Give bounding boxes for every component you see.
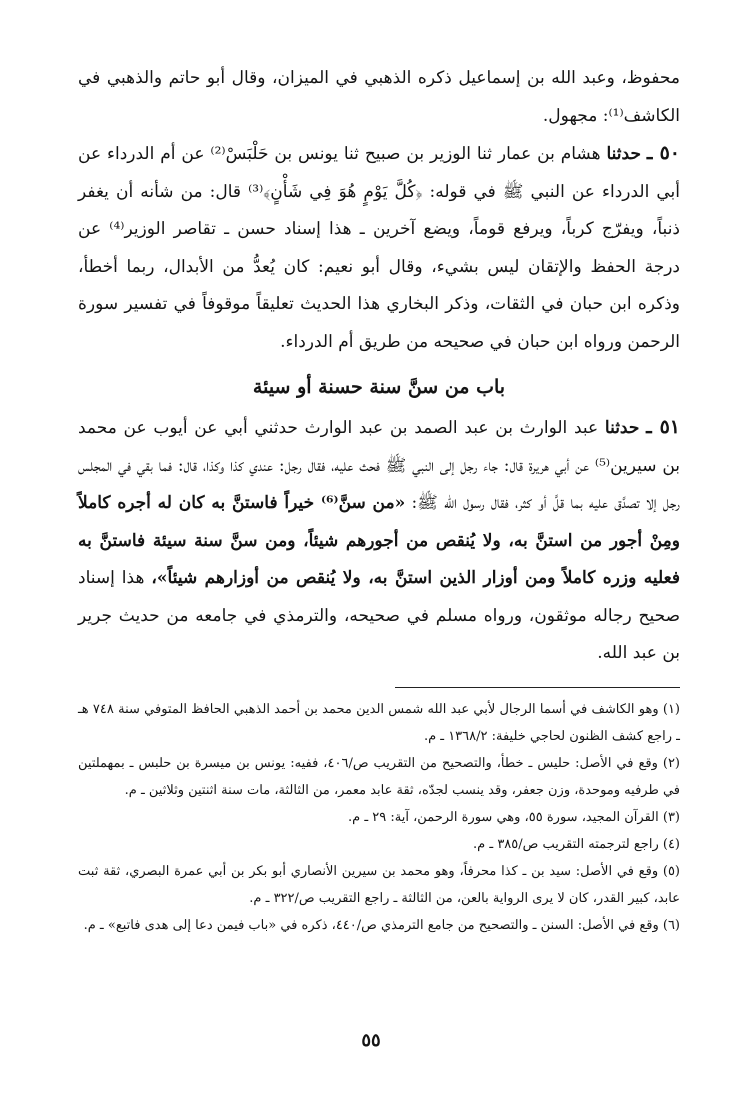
footnotes (78, 696, 680, 939)
footnote-3: (٣) القرآن المجيد، سورة ٥٥، وهي سورة الرحمن، آية: ٢٩ ـ م. (348, 809, 680, 825)
hadith-grading: هذا إسناد صحيح رجاله موثقون، ورواه مسلم في صحيحه، والترمذي في جامعه من حديث جرير بن عبد الله. (78, 568, 680, 663)
haddathana-label: حدثنا (604, 418, 640, 438)
hadith-number: ٥١ ـ (646, 416, 681, 438)
hadith-50 (78, 135, 680, 361)
footnote-6: (٦) وقع في الأصل: السنن ـ والتصحيح من جامع الترمذي ص/٤٤٠، ذكره في «باب فيمن دعا إلى هدى فاتبع» ـ م. (83, 917, 680, 933)
paragraph-continuation: محفوظ، وعبد الله بن إسماعيل ذكره الذهبي في الميزان، وقال أبو حاتم والذهبي في الكاشف⁽¹⁾: مجهول. (78, 68, 680, 126)
hadith-number: ٥٠ ـ (646, 142, 681, 164)
chapter-heading: باب من سنَّ سنة حسنة أو سيئة (252, 376, 506, 398)
footnote-4: (٤) راجع لترجمته التقريب ص/٣٨٥ ـ م. (473, 836, 680, 852)
main-text (78, 60, 680, 673)
hadith-text: عبد الوارث بن عبد الصمد بن عبد الوارث حدثني أبي عن أيوب عن محمد بن سيرين⁽⁵⁾ عن أبي هريرة قال: جاء رجل إلى النبي ﷺ فحث عليه، فقال رجل: عندي كذا وكذا، قال: فما بقي في المجلس رجل إلا تصدَّق عليه بما قلَّ أو كثر، فقال رسول الله ﷺ: (78, 418, 680, 513)
footnote-divider (395, 687, 680, 688)
page-number: ٥٥ (361, 1030, 381, 1051)
haddathana-label: حدثنا (606, 144, 641, 164)
hadith-text: هشام بن عمار ثنا الوزير بن صبيح ثنا يونس بن حَلْبَسْ⁽²⁾ عن أم الدرداء عن أبي الدرداء عن النبي ﷺ في قوله: ﴿كُلَّ يَوْمٍ هُوَ فِي شَأْنٍ﴾⁽³⁾ قال: من شأنه أن يغفر ذنباً، ويفرّج كرباً، ويرفع قوماً، ويضع آخرين ـ هذا إسناد حسن ـ تقاصر الوزير⁽⁴⁾ عن درجة الحفظ والإتقان ليس بشيء، وقال أبو نعيم: كان يُعدُّ من الأبدال، ربما أخطأ، وذكره ابن حبان في الثقات، وذكر البخاري هذا الحديث تعليقاً موقوفاً في تفسير سورة الرحمن ورواه ابن حبان في صحيحه من طريق أم الدرداء. (78, 144, 681, 352)
footnote-1: (١) وهو الكاشف في أسما الرجال لأبي عبد الله شمس الدين محمد بن أحمد الذهبي الحافظ المتوفي سنة ٧٤٨ هـ ـ راجع كشف الظنون لحاجي خليفة: ١٣٦٨/٢ ـ م. (78, 701, 680, 744)
footnote-2: (٢) وقع في الأصل: حليس ـ خطأ، والتصحيح من التقريب ص/٤٠٦، ففيه: يونس بن ميسرة بن حلبس ـ بمهملتين في طرفيه وموحدة، وزن جعفر، وقد ينسب لجدّه، ثقة عابد معمر، من الثالثة، مات سنة اثنتين وثلاثين ـ م. (78, 755, 680, 798)
footnote-5: (٥) وقع في الأصل: سيد بن ـ كذا محرفاً، وهو محمد بن سيرين الأنصاري أبو بكر بن أبي عمرة البصري، ثقة ثبت عابد، كبير القدر، كان لا يرى الرواية بالعن، من الثالثة ـ راجع التقريب ص/٣٢٢ ـ م. (78, 863, 680, 906)
hadith-51 (78, 409, 680, 673)
prophetic-quote: «من سنَّ⁽⁶⁾ خيراً فاستنَّ به كان له أجره كاملاً ومِنْ أجور من استنَّ به، ولا يُنقص من أجورهم شيئاً، ومن سنَّ سنة سيئة فاستنَّ به فعليه وزره كاملاً ومن أوزار الذين استنَّ به، ولا يُنقص من أوزارهم شيئاً»، (78, 493, 680, 588)
page-content (78, 60, 680, 939)
